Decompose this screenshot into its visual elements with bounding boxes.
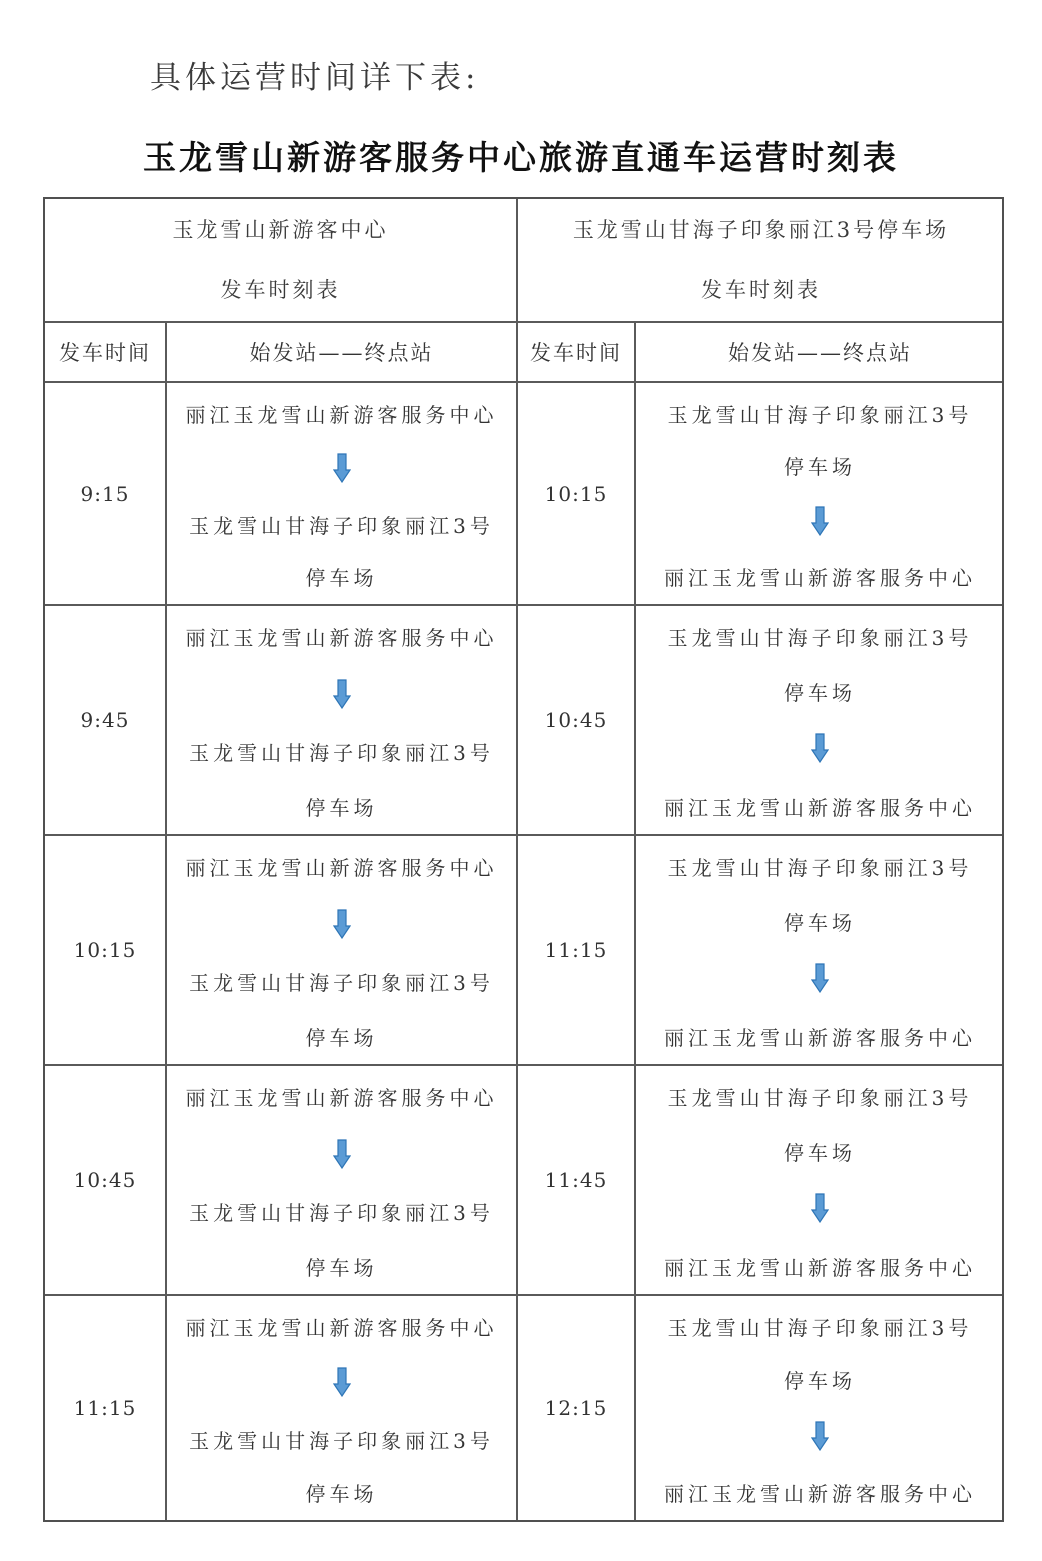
departure-time: 10:15 — [73, 938, 137, 962]
departure-time: 11:45 — [544, 1168, 608, 1192]
destination-station: 丽江玉龙雪山新游客服务中心 — [664, 1481, 976, 1506]
down-arrow-icon — [333, 909, 351, 943]
table-divider — [634, 321, 636, 1520]
table-divider — [516, 199, 518, 1520]
origin-station: 丽江玉龙雪山新游客服务中心 — [185, 403, 498, 427]
departure-time: 9:45 — [80, 708, 130, 732]
origin-station-cont: 停车场 — [784, 1140, 856, 1165]
destination-station-cont: 停车场 — [305, 565, 378, 590]
departure-time: 9:15 — [80, 481, 130, 506]
table-divider — [45, 604, 1002, 606]
departure-time: 10:45 — [73, 1168, 137, 1192]
intro-text: 具体运营时间详下表: — [150, 60, 480, 96]
origin-station-cont: 停车场 — [784, 455, 856, 480]
origin-station: 丽江玉龙雪山新游客服务中心 — [185, 1086, 498, 1110]
down-arrow-icon — [333, 1139, 351, 1173]
table-divider — [45, 1294, 1002, 1296]
departure-time: 11:15 — [544, 938, 608, 962]
destination-station: 丽江玉龙雪山新游客服务中心 — [664, 1025, 976, 1050]
origin-station: 玉龙雪山甘海子印象丽江3号 — [667, 403, 973, 427]
route-cell — [167, 606, 516, 834]
destination-station-cont: 停车场 — [305, 795, 378, 820]
down-arrow-icon — [333, 679, 351, 713]
route-cell — [636, 1066, 1004, 1294]
destination-station: 丽江玉龙雪山新游客服务中心 — [664, 1255, 976, 1280]
origin-station-cont: 停车场 — [784, 1369, 856, 1394]
route-cell — [167, 836, 516, 1064]
origin-station: 玉龙雪山甘海子印象丽江3号 — [667, 626, 973, 650]
destination-station: 玉龙雪山甘海子印象丽江3号 — [189, 971, 494, 996]
departure-time: 10:45 — [544, 708, 608, 732]
origin-station: 丽江玉龙雪山新游客服务中心 — [185, 626, 498, 650]
destination-station: 玉龙雪山甘海子印象丽江3号 — [189, 741, 494, 766]
destination-station-cont: 停车场 — [305, 1481, 378, 1506]
down-arrow-icon — [811, 1193, 829, 1227]
right-route-column-header: 始发站——终点站 — [728, 341, 912, 365]
table-divider — [165, 321, 167, 1520]
schedule-table — [43, 197, 1004, 1522]
route-cell — [636, 836, 1004, 1064]
left-route-column-header: 始发站——终点站 — [249, 341, 434, 365]
table-divider — [45, 834, 1002, 836]
destination-station: 玉龙雪山甘海子印象丽江3号 — [189, 1201, 494, 1226]
right-header-label: 发车时刻表 — [701, 278, 821, 302]
left-time-column-header: 发车时间 — [59, 341, 151, 365]
right-timetable-header — [518, 199, 1004, 321]
origin-station: 玉龙雪山甘海子印象丽江3号 — [667, 856, 973, 880]
destination-station-cont: 停车场 — [305, 1025, 378, 1050]
departure-time: 12:15 — [544, 1396, 608, 1420]
route-cell — [167, 1296, 516, 1520]
down-arrow-icon — [811, 1421, 829, 1455]
table-divider — [45, 381, 1002, 383]
table-divider — [45, 321, 1002, 323]
origin-station: 丽江玉龙雪山新游客服务中心 — [185, 856, 498, 880]
origin-station: 丽江玉龙雪山新游客服务中心 — [185, 1316, 498, 1340]
left-header-label: 发车时刻表 — [220, 278, 341, 302]
origin-station-cont: 停车场 — [784, 910, 856, 935]
page-title: 玉龙雪山新游客服务中心旅游直通车运营时刻表 — [143, 138, 899, 177]
down-arrow-icon — [811, 963, 829, 997]
destination-station: 丽江玉龙雪山新游客服务中心 — [664, 565, 976, 590]
route-cell — [636, 383, 1004, 604]
destination-station: 玉龙雪山甘海子印象丽江3号 — [189, 513, 494, 538]
down-arrow-icon — [333, 1367, 351, 1401]
left-header-station: 玉龙雪山新游客中心 — [172, 218, 389, 242]
destination-station-cont: 停车场 — [305, 1255, 378, 1280]
origin-station: 玉龙雪山甘海子印象丽江3号 — [667, 1086, 973, 1110]
origin-station: 玉龙雪山甘海子印象丽江3号 — [667, 1316, 973, 1340]
right-time-column-header: 发车时间 — [530, 341, 622, 365]
departure-time: 11:15 — [73, 1396, 137, 1420]
route-cell — [167, 1066, 516, 1294]
destination-station: 玉龙雪山甘海子印象丽江3号 — [189, 1428, 494, 1453]
right-header-station: 玉龙雪山甘海子印象丽江3号停车场 — [572, 218, 950, 242]
route-cell — [636, 1296, 1004, 1520]
left-timetable-header — [45, 199, 516, 321]
down-arrow-icon — [333, 453, 351, 487]
down-arrow-icon — [811, 506, 829, 540]
destination-station: 丽江玉龙雪山新游客服务中心 — [664, 795, 976, 820]
departure-time: 10:15 — [544, 481, 608, 506]
route-cell — [636, 606, 1004, 834]
table-divider — [45, 1064, 1002, 1066]
origin-station-cont: 停车场 — [784, 680, 856, 705]
route-cell — [167, 383, 516, 604]
down-arrow-icon — [811, 733, 829, 767]
